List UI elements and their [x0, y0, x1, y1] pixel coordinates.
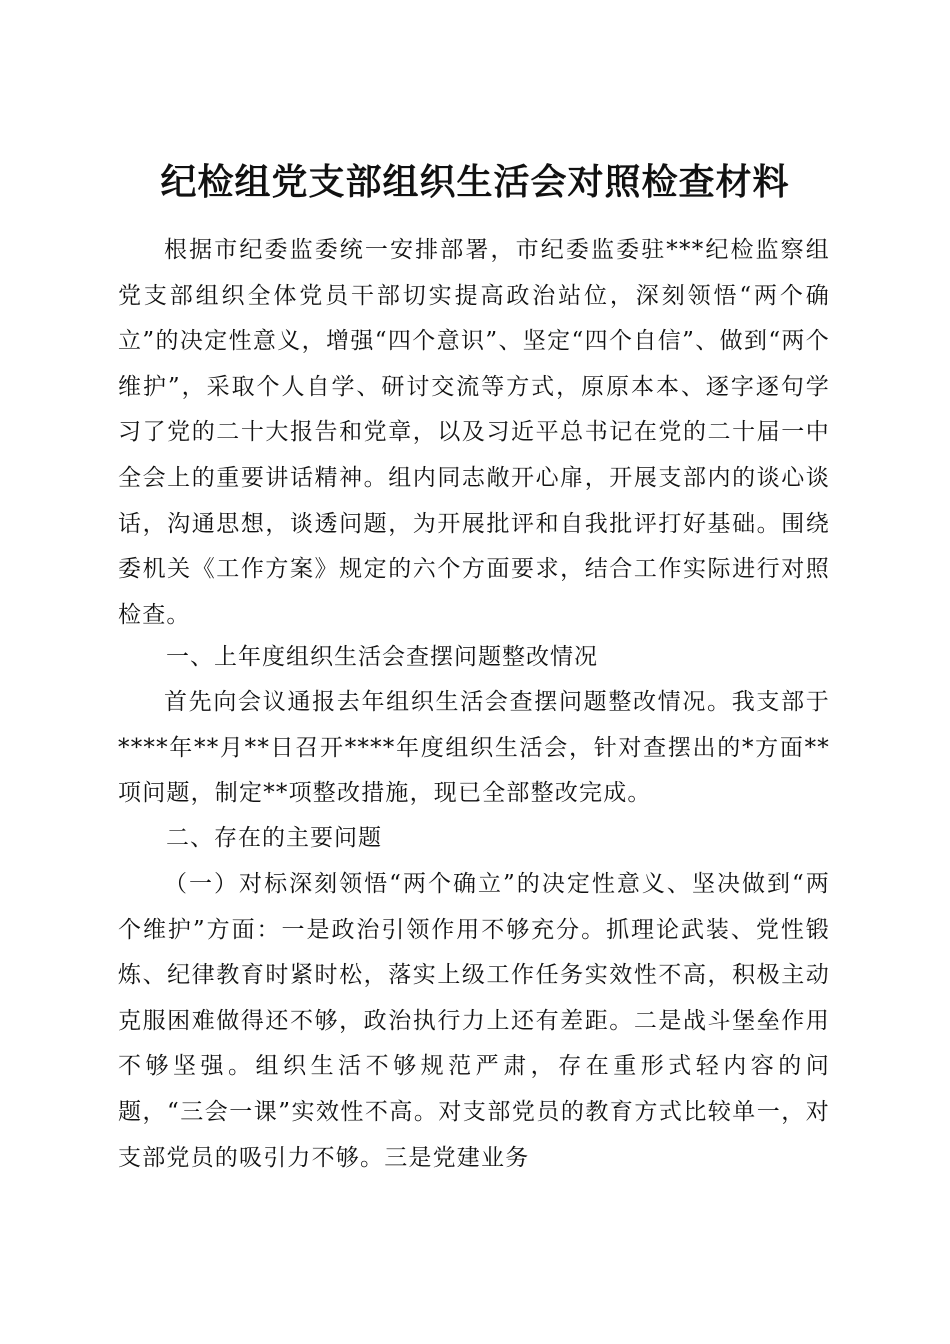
- section-heading-main-problems: 二、存在的主要问题: [166, 825, 382, 851]
- section-heading-rectification: 一、上年度组织生活会查摆问题整改情况: [166, 644, 598, 670]
- rectification-paragraph: 首先向会议通报去年组织生活会查摆问题整改情况。我支部于****年**月**日召开****年度组织生活会，针对查摆出的*方面**项问题，制定**项整改措施，现已全部整改完成。: [118, 689, 830, 807]
- main-problems-paragraph: （一）对标深刻领悟“两个确立”的决定性意义、坚决做到“两个维护”方面：一是政治引领作用不够充分。抓理论武装、党性锻炼、纪律教育时紧时松，落实上级工作任务实效性不高，积极主动克服困难做得还不够，政治执行力上还有差距。二是战斗堡垒作用不够坚强。组织生活不够规范严肃，存在重形式轻内容的问题，“三会一课”实效性不高。对支部党员的教育方式比较单一，对支部党员的吸引力不够。三是党建业务: [118, 871, 830, 1171]
- document-title: 纪检组党支部组织生活会对照检查材料: [160, 161, 790, 204]
- intro-paragraph: 根据市纪委监委统一安排部署，市纪委监委驻***纪检监察组党支部组织全体党员干部切实提高政治站位，深刻领悟“两个确立”的决定性意义，增强“四个意识”、坚定“四个自信”、做到“两个维护”，采取个人自学、研讨交流等方式，原原本本、逐字逐句学习了党的二十大报告和党章，以及习近平总书记在党的二十届一中全会上的重要讲话精神。组内同志敞开心扉，开展支部内的谈心谈话，沟通思想，谈透问题，为开展批评和自我批评打好基础。围绕委机关《工作方案》规定的六个方面要求，结合工作实际进行对照检查。: [118, 237, 830, 628]
